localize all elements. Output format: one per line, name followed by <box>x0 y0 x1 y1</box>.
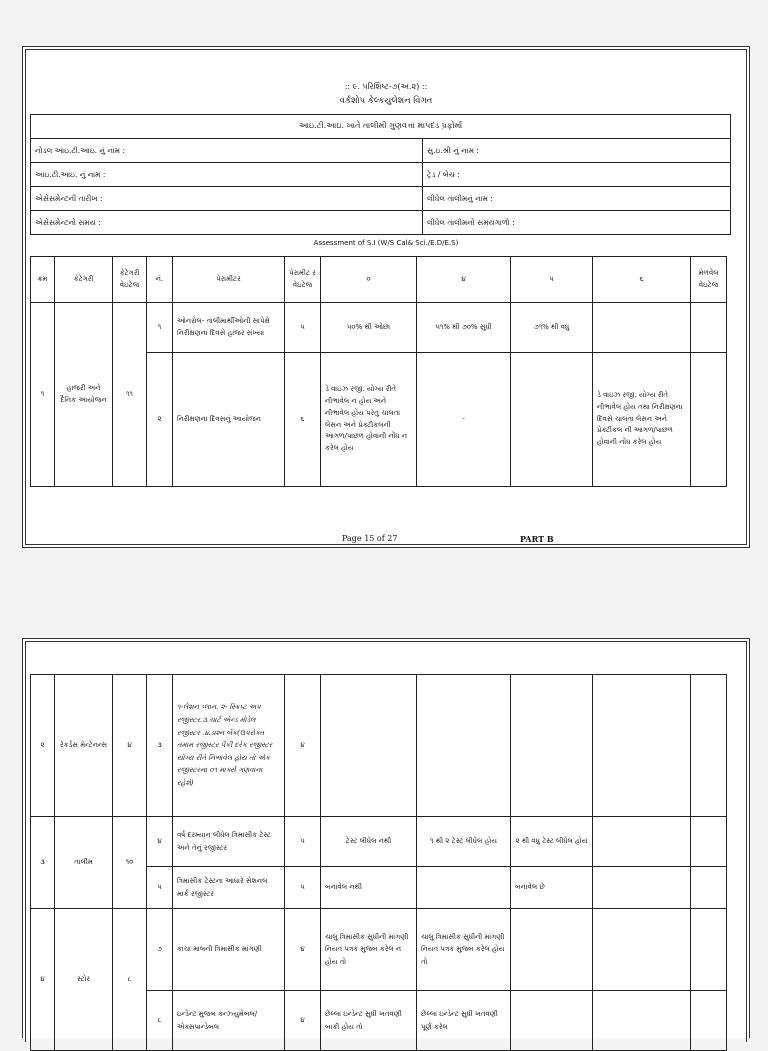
param-no: ૮ <box>147 991 173 1051</box>
row-category-weight: ૪ <box>113 675 147 817</box>
score-6-cell <box>593 675 691 817</box>
score-6-cell <box>593 817 691 867</box>
appendix-heading: :: ૯. પરિશિષ્ટ-૭(અ.૨) :: <box>344 82 428 91</box>
score-5-cell: બનાવેલ છે <box>511 867 593 909</box>
trade-batch-field: ટ્રેડ / બેચ : <box>423 163 731 187</box>
param-text: ઇન્ડેન્ટ મુજબ કન્ઝ્યુમેબલ/એક્સપાન્ડેબલ <box>173 991 285 1051</box>
table-row <box>31 909 727 991</box>
form-title: આઇ.ટી.આઇ. ખાતે તાલીમી ગુણવત્તા માપદંડ પ્રફોર્મા <box>31 115 731 139</box>
score-5-cell <box>511 991 593 1051</box>
score-4-cell: છેલ્લા ઇન્ડેન્ટ સુધી ખતવણી પૂર્ણ કરેલ <box>417 991 511 1051</box>
row-category: રેકર્ડસ મેન્ટેનન્સ <box>55 675 113 817</box>
row-category: હાજરી અને દૈનિક આયોજન <box>55 303 113 487</box>
param-no: ૭ <box>147 909 173 991</box>
row-category-weight: ૧૦ <box>113 817 147 909</box>
obtained-cell <box>691 867 727 909</box>
table-row <box>31 303 727 353</box>
score-6-cell <box>593 909 691 991</box>
iti-name-field: આઇ.ટી.આઇ. નું નામ : <box>31 163 423 187</box>
score-5-cell <box>511 353 593 487</box>
iti-details-form <box>30 114 731 235</box>
param-text: વર્ષ દરમ્યાન લીધેલ ત્રિમાસીક ટેસ્ટ અને તેનું રજીસ્ટર <box>173 817 285 867</box>
assessment-rubric-table-continued <box>30 674 727 1051</box>
score-0-cell: ૫૦% થી ઓછા <box>321 303 417 353</box>
nodal-iti-name-field: નોડલ આઇ.ટી.આઇ. નું નામ : <box>31 139 423 163</box>
param-weight: ૬ <box>285 353 321 487</box>
obtained-cell <box>691 817 727 867</box>
score-4-cell <box>417 675 511 817</box>
col-header-parameter-weight: પેરામીટ ર વેઇટેજ <box>285 257 321 303</box>
score-0-cell: છેલ્લા ઇન્ડેન્ટ સુધી ખતવણી બાકી હોય તો <box>321 991 417 1051</box>
param-text: ત્રિમાસીક ટેસ્ટના આધારે સેશનલ માર્ક રજીસ્ટર <box>173 867 285 909</box>
su-name-field: સુ.ઇ.શ્રી નું નામ : <box>423 139 731 163</box>
row-sr: ૨ <box>31 675 55 817</box>
score-0-cell: બનાવેલ નથી <box>321 867 417 909</box>
score-0-cell: ડે વાઇઝ રજી. યોગ્ય રીતે નીભાવેલ ન હોય અને નીભાવેલ હોય પરંતુ ચાલતા લેસન અને પ્રેક્ટીકલની આગળ/પાછળ હોવાની નોંધ ન કરેલ હોય <box>321 353 417 487</box>
param-weight: ૫ <box>285 817 321 867</box>
score-5-cell: ૭૧% થી વધુ <box>511 303 593 353</box>
score-5-cell <box>511 675 593 817</box>
part-label: PART B <box>520 534 554 544</box>
row-category: તાલીમ <box>55 817 113 909</box>
score-5-cell: ૨ થી વધુ ટેસ્ટ લીધેલ હોય <box>511 817 593 867</box>
param-weight: ૫ <box>285 303 321 353</box>
obtained-cell <box>691 353 727 487</box>
training-name-field: લીધેલ તાલીમનું નામ : <box>423 187 731 211</box>
param-text: ૧-લેશન પ્લાન. ૨- સ્ક્રિપ્ટ અપ રજીસ્ટર.૩.ચાર્ટ એન્ડ મોડેલ રજીસ્ટર .૪.પ્રશ્ન બેંક(ઉપરોક્ત તમામ રજીસ્ટર પૈકી દરેક રજીસ્ટર યોગ્ય રીતે નિભાવેલ હોય તો એક રજીસ્ટરના ૦૧ માર્ક્સ ગણવાના રહેશે) <box>173 675 285 817</box>
obtained-cell <box>691 303 727 353</box>
param-no: ૪ <box>147 817 173 867</box>
param-weight: ૪ <box>285 675 321 817</box>
score-4-cell: ૧ થી ૨ ટેસ્ટ લીધેલ હોય <box>417 817 511 867</box>
table-row <box>31 817 727 867</box>
page-inner-border <box>25 49 747 545</box>
param-no: ૩ <box>147 675 173 817</box>
assessment-rubric-table <box>30 256 727 487</box>
param-no: ૨ <box>147 353 173 487</box>
param-no: ૫ <box>147 867 173 909</box>
score-6-cell <box>593 867 691 909</box>
col-header-category-weight: કેટેગરી વેઇટેજ <box>113 257 147 303</box>
score-0-cell: ટેસ્ટ લીધેલ નથી <box>321 817 417 867</box>
param-text: ઓનરોલ- તાલીમાર્થીઓની સાપેક્ષે નિરીક્ષણના દિવસે હાજર સંખ્યા <box>173 303 285 353</box>
score-0-cell <box>321 675 417 817</box>
document-page-15 <box>22 46 750 548</box>
col-header-score-5: ૫ <box>511 257 593 303</box>
table-header-row <box>31 257 727 303</box>
col-header-score-4: ૪ <box>417 257 511 303</box>
score-6-cell <box>593 991 691 1051</box>
document-page-16 <box>22 638 750 1038</box>
col-header-parameter: પેરામીટર <box>173 257 285 303</box>
training-period-field: લીધેલ તાલીમનો સમયગાળો : <box>423 211 731 235</box>
score-4-cell: ૫૧% થી ૭૦% સુધી <box>417 303 511 353</box>
obtained-cell <box>691 991 727 1051</box>
score-4-cell <box>417 867 511 909</box>
col-header-category: કેટેગરી <box>55 257 113 303</box>
score-4-cell: - <box>417 353 511 487</box>
table-row <box>31 675 727 817</box>
param-weight: ૪ <box>285 909 321 991</box>
page-inner-border <box>25 641 747 1042</box>
col-header-obtained-weight: મેળવેલ વેઇટેજ <box>691 257 727 303</box>
row-category-weight: ૧૧ <box>113 303 147 487</box>
param-no: ૧ <box>147 303 173 353</box>
col-header-score-0: ૦ <box>321 257 417 303</box>
row-category: સ્ટોર <box>55 909 113 1051</box>
col-header-sr: ક્રમ <box>31 257 55 303</box>
assessment-time-field: એસેસમેન્ટનો સમય : <box>31 211 423 235</box>
score-5-cell <box>511 909 593 991</box>
param-text: કાચા માલની ત્રિમાસીક માંગણી <box>173 909 285 991</box>
param-text: નિરીક્ષણના દિવસનું આયોજન <box>173 353 285 487</box>
row-category-weight: ૮ <box>113 909 147 1051</box>
row-sr: ૧ <box>31 303 55 487</box>
param-weight: ૫ <box>285 867 321 909</box>
score-0-cell: ચાલુ ત્રિમાસીક સુધીની માંગણી નિયત પત્રક મુજબ કરેલ ન હોય તો <box>321 909 417 991</box>
obtained-cell <box>691 909 727 991</box>
row-sr: ૪ <box>31 909 55 1051</box>
page-number: Page 15 of 27 <box>342 534 398 543</box>
param-weight: ૪ <box>285 991 321 1051</box>
assessment-label: Assessment of S.I (W/S Cal& Sci./E.D/E.S) <box>313 239 459 247</box>
score-6-cell: ડે વાઇઝ રજી. યોગ્ય રીતે નીભાવેલ હોય તથા નિરીક્ષણના દિવસે ચાલતા લેસન અને પ્રેક્ટીકલ ની આગળ/પાછળ હોવાની નોંધ કરેલ હોય <box>593 353 691 487</box>
col-header-score-6: ૬ <box>593 257 691 303</box>
workshop-calculation-heading: વર્કશોપ કેલ્કયુલેશન વિગત <box>339 96 433 106</box>
assessment-date-field: એસેસમેન્ટની તારીખ : <box>31 187 423 211</box>
score-4-cell: ચાલુ ત્રિમાસીક સુધીની માંગણી નિયત પત્રક મુજબ કરેલ હોય તો <box>417 909 511 991</box>
col-header-no: નં. <box>147 257 173 303</box>
row-sr: ૩ <box>31 817 55 909</box>
score-6-cell <box>593 303 691 353</box>
obtained-cell <box>691 675 727 817</box>
